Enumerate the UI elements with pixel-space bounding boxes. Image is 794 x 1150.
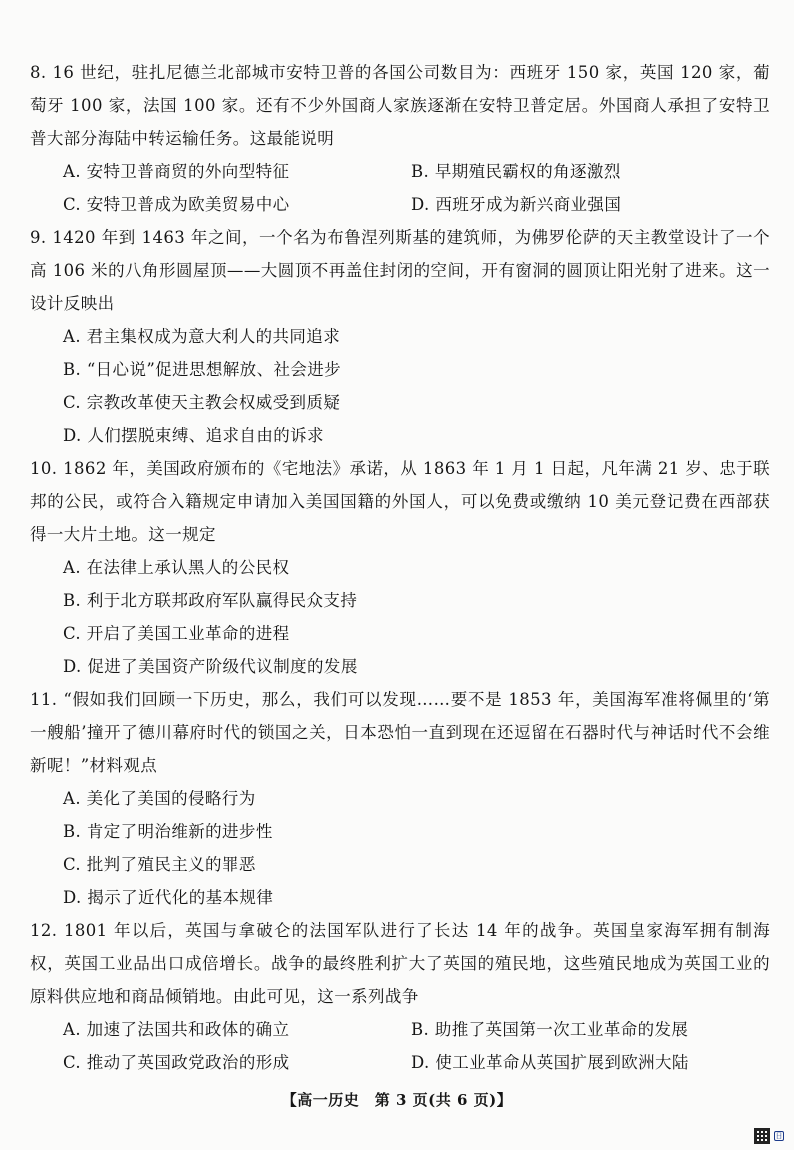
question-10-stem: 10. 1862 年，美国政府颁布的《宅地法》承诺，从 1863 年 1 月 1 日起，凡年满 21 岁、忠于联邦的公民，或符合入籍规定申请加入美国国籍的外国人，可以免费或缴纳 10 美元登记费在西部获得一大片土地。这一规定 xyxy=(30,459,770,544)
option-11a[interactable]: A. 美化了美国的侵略行为 xyxy=(63,789,256,808)
question-12-stem: 12. 1801 年以后，英国与拿破仑的法国军队进行了长达 14 年的战争。英国皇家海军拥有制海权，英国工业品出口成倍增长。战争的最终胜利扩大了英国的殖民地，这些殖民地成为英国工业的原料供应地和商品倾销地。由此可见，这一系列战争 xyxy=(30,921,770,1006)
question-8-options xyxy=(30,155,770,221)
option-10b[interactable]: B. 利于北方联邦政府军队赢得民众支持 xyxy=(63,591,358,610)
brand-logo-icon: 日 xyxy=(775,1132,783,1140)
question-8 xyxy=(30,56,770,221)
option-11c[interactable]: C. 批判了殖民主义的罪恶 xyxy=(63,855,256,874)
page-footer: 【高一历史 第 3 页(共 6 页)】 xyxy=(281,1091,513,1109)
option-10a[interactable]: A. 在法律上承认黑人的公民权 xyxy=(63,558,290,577)
option-8c[interactable]: C. 安特卫普成为欧美贸易中心 xyxy=(63,195,290,214)
option-12b[interactable]: B. 助推了英国第一次工业革命的发展 xyxy=(411,1020,689,1039)
option-11d[interactable]: D. 揭示了近代化的基本规律 xyxy=(63,888,274,907)
qr-code-icon xyxy=(754,1128,770,1144)
question-12-options xyxy=(30,1013,770,1079)
option-10c[interactable]: C. 开启了美国工业革命的进程 xyxy=(63,624,290,643)
question-8-stem: 8. 16 世纪，驻扎尼德兰北部城市安特卫普的各国公司数目为：西班牙 150 家，英国 120 家，葡萄牙 100 家，法国 100 家。还有不少外国商人家族逐渐在安特卫普定居。外国商人承担了安特卫普大部分海陆中转运输任务。这最能说明 xyxy=(30,63,770,148)
option-9d[interactable]: D. 人们摆脱束缚、追求自由的诉求 xyxy=(63,426,324,445)
option-8d[interactable]: D. 西班牙成为新兴商业强国 xyxy=(411,195,622,214)
option-8b[interactable]: B. 早期殖民霸权的角逐激烈 xyxy=(411,162,621,181)
question-11 xyxy=(30,683,770,914)
corner-watermark xyxy=(754,1128,784,1144)
option-12c[interactable]: C. 推动了英国政党政治的形成 xyxy=(63,1053,290,1072)
question-9-stem: 9. 1420 年到 1463 年之间，一个名为布鲁涅列斯基的建筑师，为佛罗伦萨的天主教堂设计了一个高 106 米的八角形圆屋顶——大圆顶不再盖住封闭的空间，开有窗洞的圆顶让阳光射了进来。这一设计反映出 xyxy=(30,228,770,313)
option-10d[interactable]: D. 促进了美国资产阶级代议制度的发展 xyxy=(63,657,358,676)
option-12a[interactable]: A. 加速了法国共和政体的确立 xyxy=(63,1020,290,1039)
option-9c[interactable]: C. 宗教改革使天主教会权威受到质疑 xyxy=(63,393,341,412)
question-10 xyxy=(30,452,770,683)
option-9b[interactable]: B. “日心说”促进思想解放、社会进步 xyxy=(63,360,342,379)
option-12d[interactable]: D. 使工业革命从英国扩展到欧洲大陆 xyxy=(411,1053,689,1072)
option-9a[interactable]: A. 君主集权成为意大利人的共同追求 xyxy=(63,327,341,346)
question-12 xyxy=(30,914,770,1079)
question-11-stem: 11. “假如我们回顾一下历史，那么，我们可以发现……要不是 1853 年，美国海军准将佩里的‘第一艘船’撞开了德川幕府时代的锁国之关，日本恐怕一直到现在还逗留在石器时代与神话时代不会维新呢！”材料观点 xyxy=(30,690,770,775)
option-8a[interactable]: A. 安特卫普商贸的外向型特征 xyxy=(63,162,290,181)
question-9 xyxy=(30,221,770,452)
option-11b[interactable]: B. 肯定了明治维新的进步性 xyxy=(63,822,273,841)
